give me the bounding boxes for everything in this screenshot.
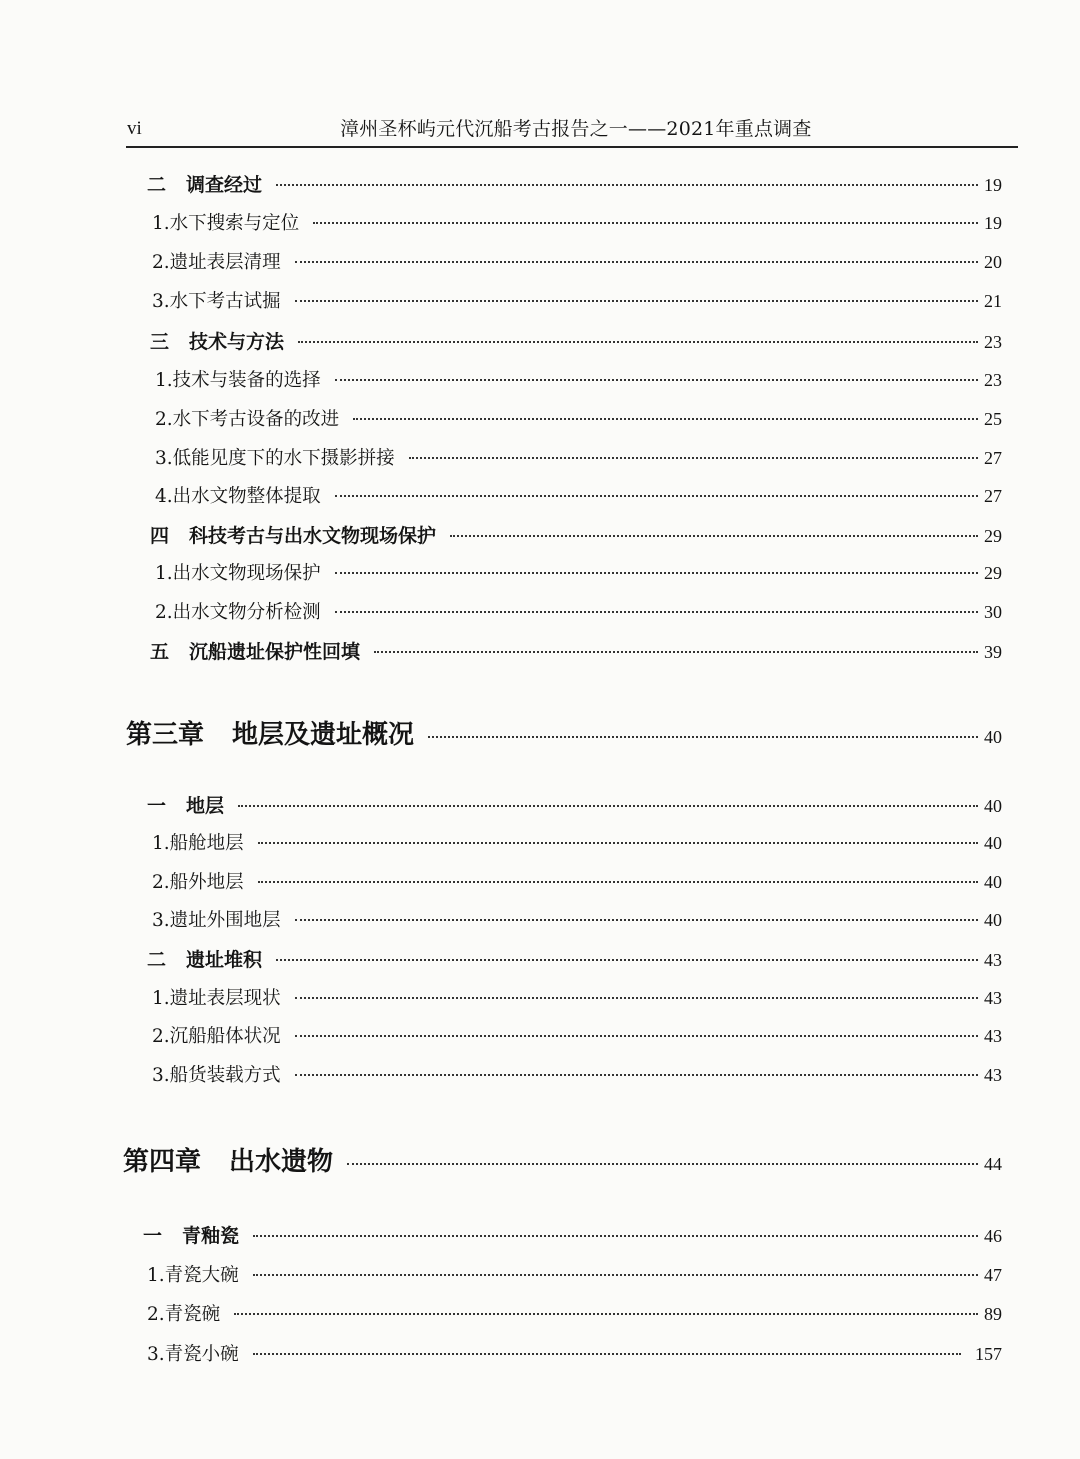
dot-leader xyxy=(295,261,978,263)
toc-entry-page: 20 xyxy=(984,252,1002,272)
dot-leader xyxy=(253,1235,978,1237)
toc-entry-page: 40 xyxy=(984,796,1002,816)
dot-leader xyxy=(253,1353,961,1355)
toc-entry-page: 27 xyxy=(984,486,1002,506)
dot-leader xyxy=(335,611,978,613)
toc-entry-title: 2.遗址表层清理 xyxy=(152,252,281,273)
toc-entry-page: 19 xyxy=(984,175,1002,195)
toc-entry-page: 89 xyxy=(984,1304,1002,1324)
toc-entry xyxy=(152,287,1002,317)
chapter-title: 地层及遗址概况 xyxy=(232,720,415,750)
toc-entry-page: 46 xyxy=(984,1226,1002,1246)
toc-entry-title: 青釉瓷 xyxy=(182,1225,240,1247)
toc-entry xyxy=(143,1221,1002,1251)
toc-chapter-entry xyxy=(123,1141,1002,1181)
dot-leader xyxy=(295,300,978,302)
toc-entry-title: 3.水下考古试掘 xyxy=(152,291,281,312)
toc-entry-title: 调查经过 xyxy=(186,174,263,196)
dot-leader xyxy=(335,495,978,497)
toc-entry xyxy=(155,482,1002,512)
toc-entry-page: 40 xyxy=(984,727,1002,747)
toc-entry-page: 40 xyxy=(984,910,1002,930)
toc-entry xyxy=(152,868,1002,898)
toc-entry xyxy=(147,945,1002,975)
toc-entry-page: 157 xyxy=(975,1344,1002,1364)
toc-entry xyxy=(155,366,1002,396)
toc-entry-title: 2.青瓷碗 xyxy=(147,1304,221,1325)
toc-entry-number: 四 xyxy=(150,525,170,547)
toc-entry xyxy=(150,637,1002,667)
dot-leader xyxy=(409,457,978,459)
dot-leader xyxy=(276,184,978,186)
toc-entry-title: 2.船外地层 xyxy=(152,872,244,893)
toc-entry-page: 40 xyxy=(984,833,1002,853)
toc-entry-page: 25 xyxy=(984,409,1002,429)
dot-leader xyxy=(335,379,978,381)
dot-leader xyxy=(295,1035,978,1037)
chapter-number: 第四章 xyxy=(123,1147,202,1177)
toc-entry-title: 1.出水文物现场保护 xyxy=(155,563,321,584)
toc-entry xyxy=(147,1300,1002,1330)
toc-entry-page: 43 xyxy=(984,988,1002,1008)
toc-entry xyxy=(152,1022,1002,1052)
toc-entry-title: 3.船货装载方式 xyxy=(152,1065,281,1086)
dot-leader xyxy=(276,959,978,961)
toc-entry-title: 3.低能见度下的水下摄影拼接 xyxy=(155,448,395,469)
dot-leader xyxy=(238,805,978,807)
running-header-title: 漳州圣杯屿元代沉船考古报告之一——2021年重点调查 xyxy=(340,118,812,140)
toc-entry-title: 遗址堆积 xyxy=(186,949,263,971)
dot-leader xyxy=(347,1163,978,1165)
dot-leader xyxy=(335,572,978,574)
toc-entry-title: 3.遗址外围地层 xyxy=(152,910,281,931)
toc-chapter-entry xyxy=(126,714,1002,754)
toc-entry-number: 二 xyxy=(147,174,167,196)
dot-leader xyxy=(295,919,978,921)
dot-leader xyxy=(234,1313,978,1315)
toc-entry-page: 43 xyxy=(984,950,1002,970)
toc-entry-title: 2.沉船船体状况 xyxy=(152,1026,281,1047)
toc-entry-title: 1.技术与装备的选择 xyxy=(155,370,321,391)
toc-entry-title: 1.船舱地层 xyxy=(152,833,244,854)
toc-entry xyxy=(147,170,1002,200)
dot-leader xyxy=(428,736,978,738)
header-rule xyxy=(126,146,1018,148)
chapter-title: 出水遗物 xyxy=(229,1147,334,1177)
toc-entry-page: 27 xyxy=(984,448,1002,468)
toc-entry-page: 40 xyxy=(984,872,1002,892)
toc-entry-title: 科技考古与出水文物现场保护 xyxy=(189,525,437,547)
toc-entry-page: 43 xyxy=(984,1026,1002,1046)
toc-entry xyxy=(152,984,1002,1014)
toc-entry xyxy=(147,1261,1002,1291)
toc-entry-page: 19 xyxy=(984,213,1002,233)
chapter-number: 第三章 xyxy=(126,720,205,750)
dot-leader xyxy=(295,1074,978,1076)
toc-entry-page: 44 xyxy=(984,1154,1002,1174)
toc-entry-title: 沉船遗址保护性回填 xyxy=(189,641,361,663)
dot-leader xyxy=(258,842,978,844)
toc-entry xyxy=(155,559,1002,589)
dot-leader xyxy=(258,881,978,883)
toc-entry-title: 地层 xyxy=(186,795,225,817)
toc-entry-page: 21 xyxy=(984,291,1002,311)
toc-entry xyxy=(152,906,1002,936)
dot-leader xyxy=(253,1274,978,1276)
toc-entry-title: 3.青瓷小碗 xyxy=(147,1344,239,1365)
toc-entry-number: 一 xyxy=(143,1225,163,1247)
toc-entry-page: 43 xyxy=(984,1065,1002,1085)
toc-entry xyxy=(152,1061,1002,1091)
toc-entry-page: 30 xyxy=(984,602,1002,622)
toc-entry xyxy=(150,327,1002,357)
toc-entry-title: 2.水下考古设备的改进 xyxy=(155,409,340,430)
toc-entry-page: 23 xyxy=(984,332,1002,352)
toc-entry-number: 五 xyxy=(150,641,170,663)
toc-entry-number: 一 xyxy=(147,795,167,817)
toc-entry xyxy=(155,598,1002,628)
toc-entry-page: 23 xyxy=(984,370,1002,390)
toc-entry-number: 二 xyxy=(147,949,167,971)
toc-entry-page: 47 xyxy=(984,1265,1002,1285)
toc-entry-number: 三 xyxy=(150,331,170,353)
dot-leader xyxy=(450,535,978,537)
toc-entry xyxy=(155,444,1002,474)
toc-entry-title: 2.出水文物分析检测 xyxy=(155,602,321,623)
toc-entry xyxy=(155,405,1002,435)
toc-entry xyxy=(152,209,1002,239)
dot-leader xyxy=(353,418,978,420)
toc-entry xyxy=(152,248,1002,278)
toc-entry-title: 1.青瓷大碗 xyxy=(147,1265,239,1286)
toc-entry-title: 1.遗址表层现状 xyxy=(152,988,281,1009)
toc-entry-title: 1.水下搜索与定位 xyxy=(152,213,300,234)
dot-leader xyxy=(295,997,978,999)
toc-entry xyxy=(150,521,1002,551)
toc-entry-page: 29 xyxy=(984,526,1002,546)
toc-entry xyxy=(147,1340,1002,1370)
dot-leader xyxy=(313,222,978,224)
toc-entry xyxy=(147,791,1002,821)
toc-entry-page: 39 xyxy=(984,642,1002,662)
toc-entry xyxy=(152,829,1002,859)
toc-entry-title: 技术与方法 xyxy=(189,331,285,353)
toc-entry-page: 29 xyxy=(984,563,1002,583)
page-number: vi xyxy=(127,118,142,139)
dot-leader xyxy=(298,341,978,343)
toc-entry-title: 4.出水文物整体提取 xyxy=(155,486,321,507)
dot-leader xyxy=(374,651,978,653)
